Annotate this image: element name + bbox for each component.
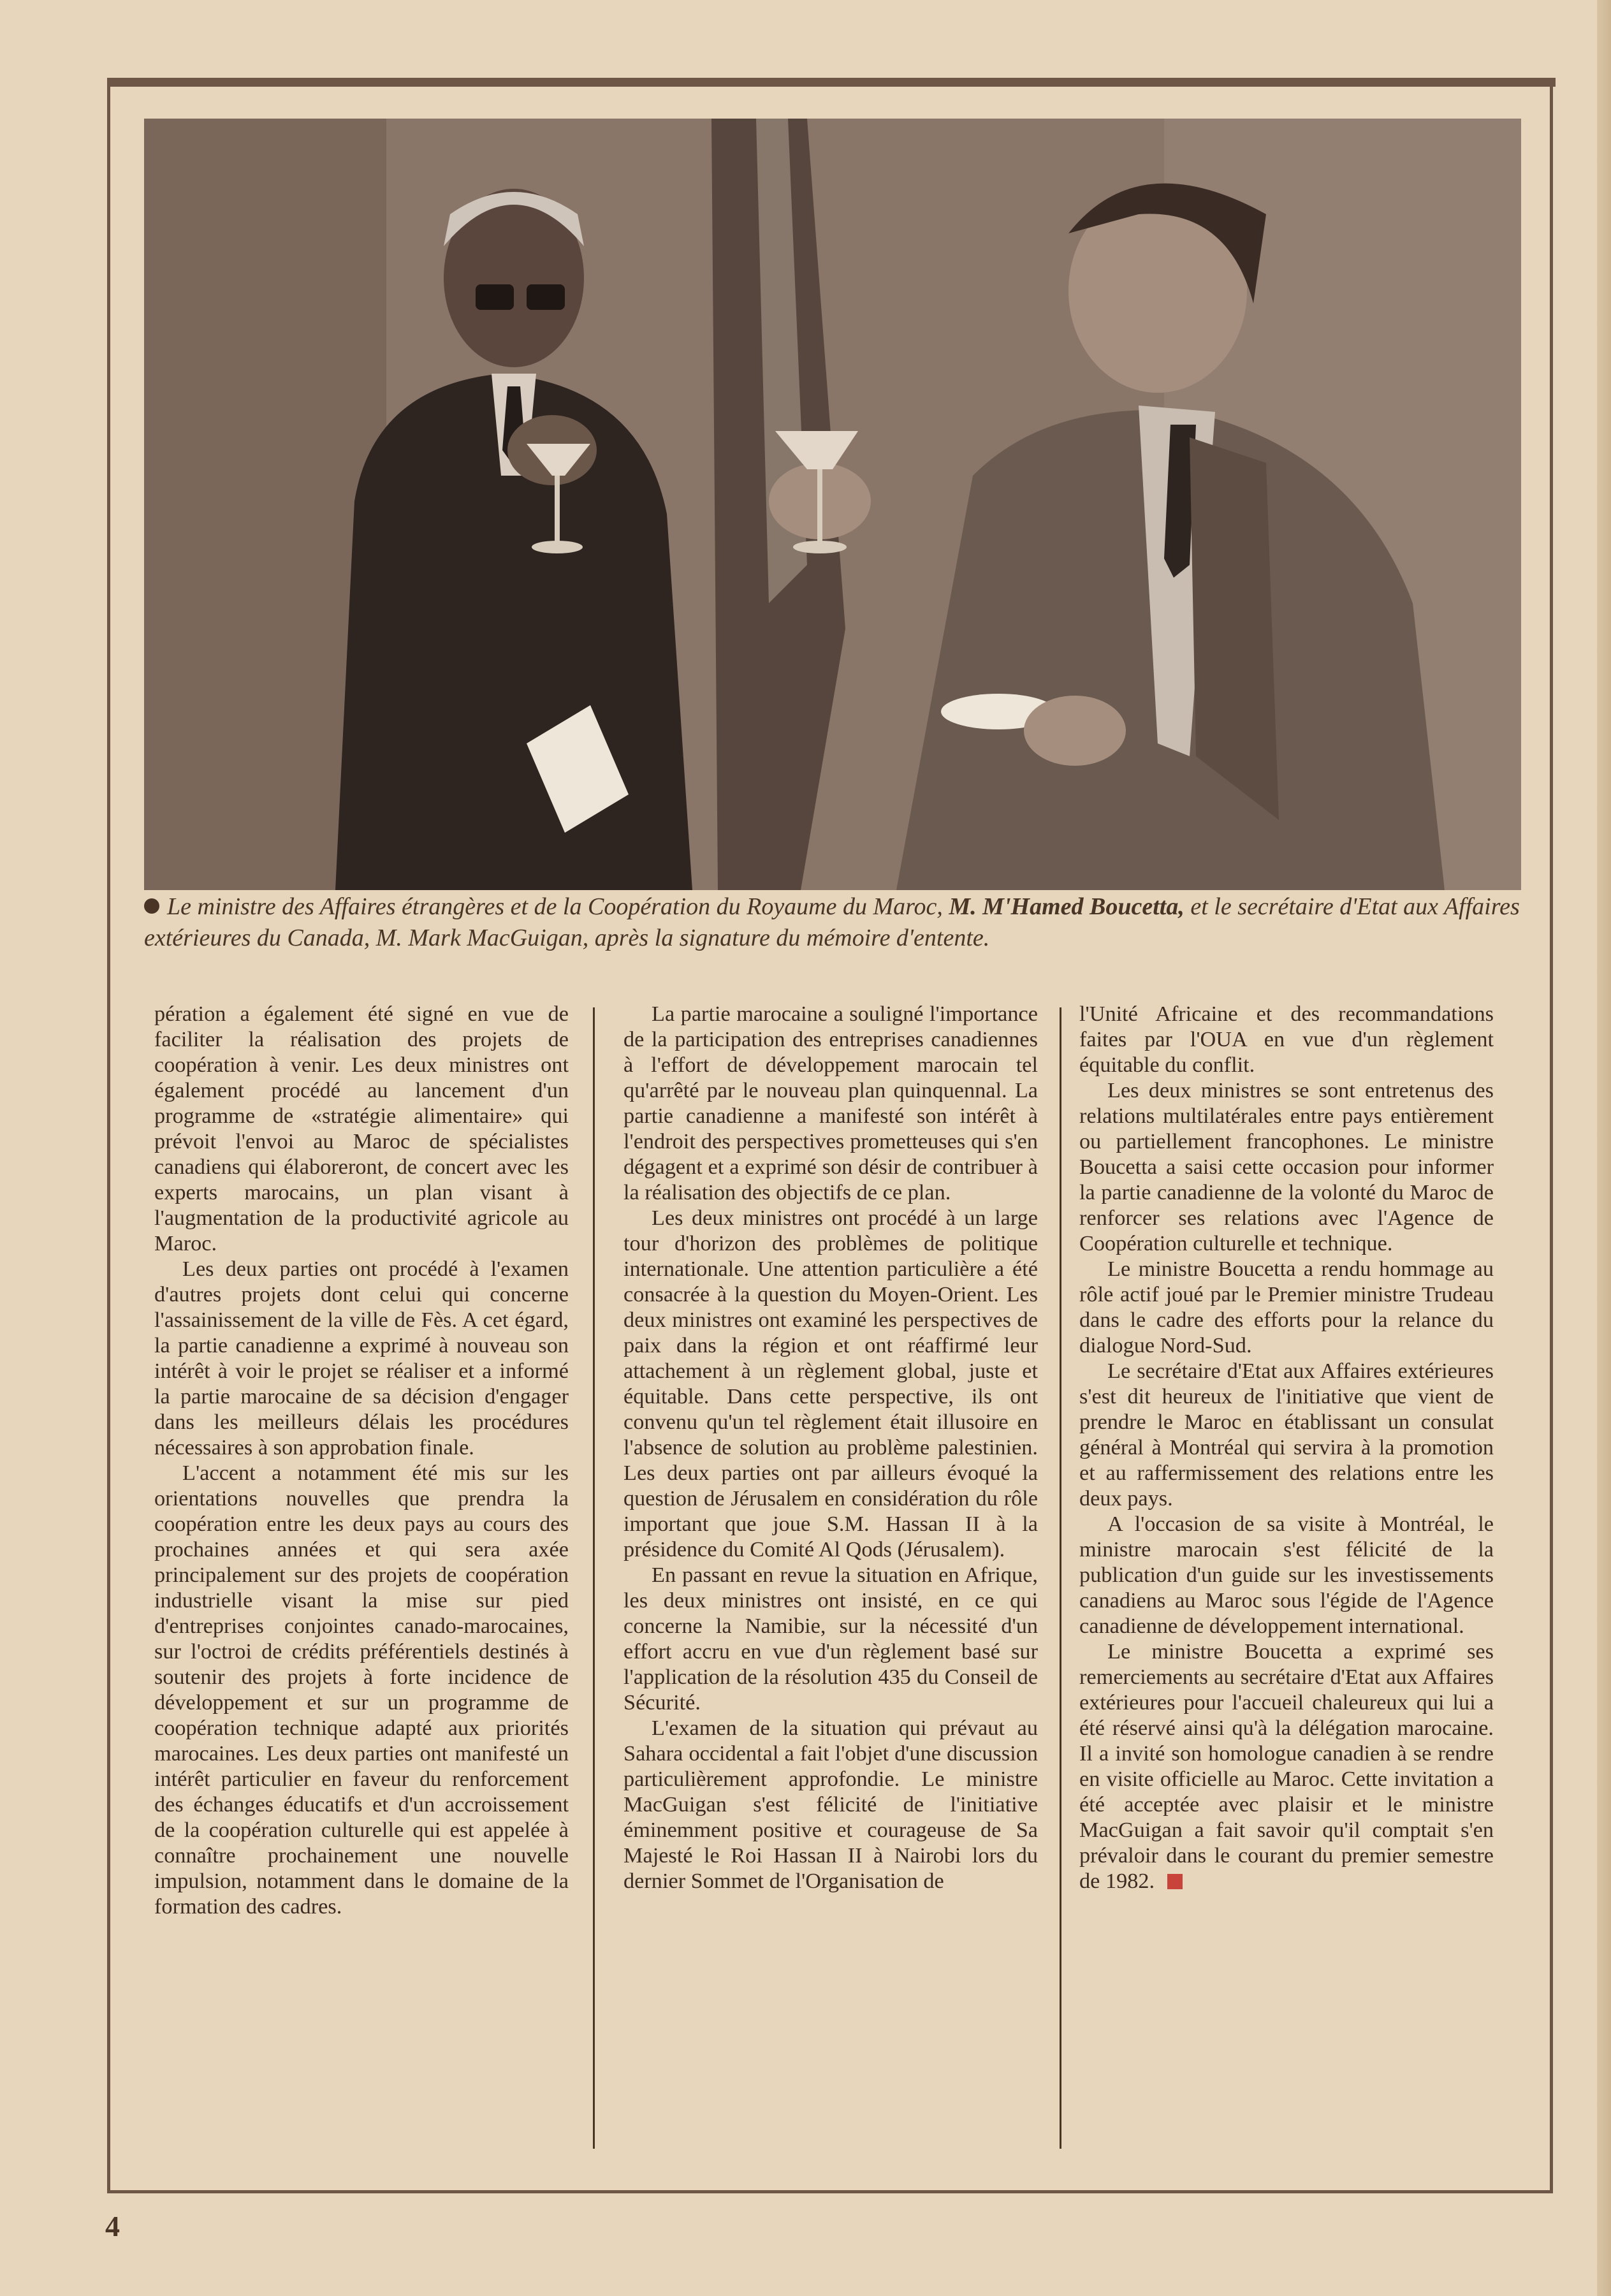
paragraph: L'examen de la situation qui prévaut au Sahara occidental a fait l'objet d'une discussion particulièrement approfondie. Le ministre MacGuigan s'est félicité de l'initiative éminemment positive et courageuse de Sa Majesté le Roi Hassan II à Nairobi lors du dernier Sommet de l'Organisation de — [623, 1716, 1038, 1893]
paragraph: Les deux parties ont procédé à l'examen d'autres projets dont celui qui concerne l'assainissement de la ville de Fès. A cet égard, la partie canadienne a exprimé à nouveau son intérêt à voir le projet se réaliser et a informé la partie marocaine de sa décision d'engager dans les meilleurs délais les procédures nécessaires à son approbation finale. — [154, 1257, 569, 1459]
caption-text-3: et le secrétaire d'Etat aux Affaires extérieures du Canada, M. Mark MacGuigan, après la signature du mémoire d'entente. — [144, 893, 1520, 951]
photo-caption — [144, 891, 1521, 954]
caption-text-1: Le ministre des Affaires étrangères et de la Coopération du Royaume du Maroc, — [167, 893, 949, 920]
paragraph: Le secrétaire d'Etat aux Affaires extérieures s'est dit heureux de l'initiative que vient de prendre le Maroc en établissant un consulat général à Montréal qui servira à la promotion et au raffermissement des relations entre les deux pays. — [1079, 1359, 1494, 1510]
paragraph: Les deux ministres se sont entretenus des relations multilatérales entre pays entièrement ou partiellement francophones. Le ministre Boucetta a saisi cette occasion pour informer la partie canadienne de la volonté du Maroc de renforcer ses relations avec l'Agence de Coopération culturelle et technique. — [1079, 1078, 1494, 1255]
bullet-icon — [144, 898, 159, 914]
paragraph: l'Unité Africaine et des recommandations faites par l'OUA en vue d'un règlement équitable du conflit. — [1079, 1002, 1494, 1077]
page-edge — [1597, 0, 1611, 2296]
column-divider — [593, 1007, 595, 2149]
paragraph: L'accent a notamment été mis sur les orientations nouvelles que prendra la coopération entre les deux pays au cours des prochaines années et qui sera axée principalement sur des projets de coopération industrielle visant la mise sur pied d'entreprises conjointes canado-marocaines, sur l'octroi de crédits préférentiels destinés à soutenir des projets à forte incidence de développement et sur un programme de coopération technique adapté aux priorités marocaines. Les deux parties ont manifesté un intérêt particulier en faveur du renforcement des échanges éducatifs et d'un accroissement de la coopération culturelle qui est appelée à connaître prochainement une nouvelle impulsion, notamment dans le domaine de la formation des cadres. — [154, 1461, 569, 1919]
paragraph: Les deux ministres ont procédé à un large tour d'horizon des problèmes de politique internationale. Une attention particulière a été consacrée à la question du Moyen-Orient. Les deux ministres ont examiné les perspectives de paix dans la région et ont réaffirmé leur attachement à un règlement global, juste et équitable. Dans cette perspective, ils ont convenu qu'un tel règlement était illusoire en l'absence de solution au problème palestinien. Les deux parties ont par ailleurs évoqué la question de Jérusalem en considération du rôle important que joue S.M. Hassan II à la présidence du Comité Al Qods (Jérusalem). — [623, 1206, 1038, 1561]
paragraph-last-text: Le ministre Boucetta a exprimé ses remerciements au secrétaire d'Etat aux Affaires extérieures pour l'accueil chaleureux qui lui a été réservé ainsi qu'à la délégation marocaine. Il a invité son homologue canadien à se rendre en visite officielle au Maroc. Cette invitation a été acceptée avec plaisir et le ministre MacGuigan a fait savoir qu'il comptait s'en prévaloir dans le courant du premier semestre de 1982. — [1079, 1639, 1494, 1893]
paragraph: La partie marocaine a souligné l'importance de la participation des entreprises canadiennes à l'effort de développement marocain tel qu'arrêté par le nouveau plan quinquennal. La partie canadienne a manifesté son intérêt à l'endroit des perspectives prometteuses qui s'en dégagent et a exprimé son désir de contribuer à la réalisation des objectifs de ce plan. — [623, 1002, 1038, 1204]
caption-text-2: M. M'Hamed Boucetta, — [949, 893, 1185, 920]
paragraph-last — [1079, 1639, 1494, 1894]
paragraph: Le ministre Boucetta a rendu hommage au rôle actif joué par le Premier ministre Trudeau dans le cadre des efforts pour la relance du dialogue Nord-Sud. — [1079, 1257, 1494, 1357]
page-number: 4 — [105, 2210, 120, 2242]
article-column-3 — [1079, 1001, 1494, 1894]
paragraph: En passant en revue la situation en Afrique, les deux ministres ont insisté, en ce qui concerne la Namibie, sur la nécessité d'un effort accru en vue d'un règlement basé sur l'application de la résolution 435 du Conseil de Sécurité. — [623, 1563, 1038, 1715]
article-column-1 — [154, 1001, 569, 1919]
photo — [144, 119, 1521, 890]
end-of-article-icon — [1167, 1874, 1183, 1889]
article-column-2 — [623, 1001, 1038, 1894]
column-divider — [1060, 1007, 1061, 2149]
paragraph: A l'occasion de sa visite à Montréal, le ministre marocain s'est félicité de la publication d'un guide sur les investissements canadiens au Maroc sous l'égide de l'Agence canadienne de développement international. — [1079, 1512, 1494, 1638]
photo-illustration — [144, 119, 1521, 890]
paragraph: pération a également été signé en vue de faciliter la réalisation des projets de coopération à venir. Les deux ministres ont également procédé au lancement d'un programme de «stratégie alimentaire» qui prévoit l'envoi au Maroc de spécialistes canadiens qui élaboreront, de concert avec les experts marocains, un plan visant à l'augmentation de la productivité agricole au Maroc. — [154, 1002, 569, 1255]
